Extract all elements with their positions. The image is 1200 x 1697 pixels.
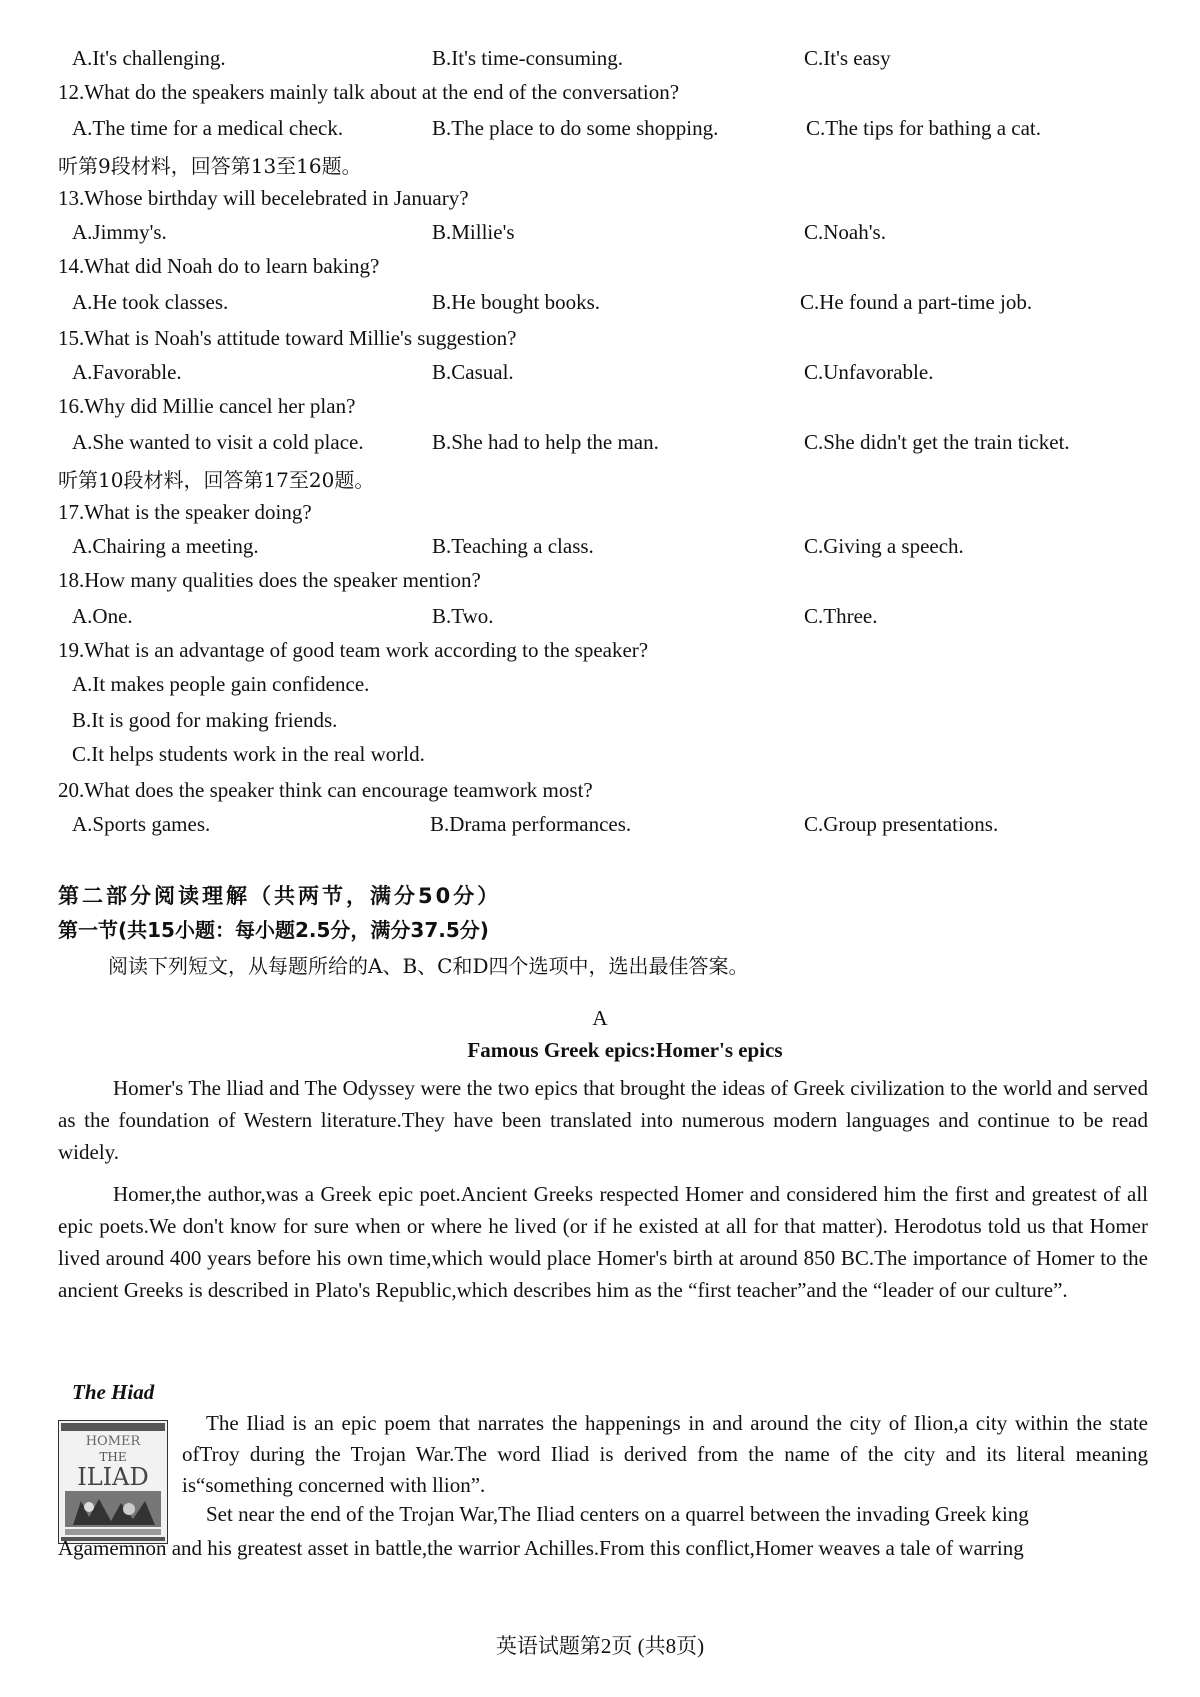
book-cover-graphic: [59, 1421, 167, 1543]
q15-option-a: A.Favorable.: [72, 360, 182, 384]
cover-title-text: ILIAD: [77, 1463, 149, 1491]
q13-option-a: A.Jimmy's.: [72, 220, 167, 244]
q15-question: 15.What is Noah's attitude toward Millie's suggestion?: [58, 326, 517, 350]
passage-letter: A: [592, 1006, 608, 1030]
q16-option-c: C.She didn't get the train ticket.: [804, 430, 1070, 454]
cover-author-text: HOMER: [85, 1434, 141, 1449]
cover-the-text: THE: [99, 1450, 127, 1464]
q15-option-b: B.Casual.: [432, 360, 514, 384]
q14-question: 14.What did Noah do to learn baking?: [58, 254, 380, 278]
q12-option-c: C.The tips for bathing a cat.: [806, 116, 1042, 140]
q14-option-c: C.He found a part-time job.: [800, 290, 1033, 314]
segment10-instruction: 听第10段材料，回答第17至20题。: [58, 468, 375, 492]
iliad-paragraph-2-line-1: Set near the end of the Trojan War,The Iliad centers on a quarrel between the invading Greek king: [206, 1502, 1029, 1526]
iliad-paragraph-2-line-2: Agamemnon and his greatest asset in battle,the warrior Achilles.From this conflict,Homer weaves a tale of warring: [58, 1536, 1024, 1560]
q18-option-c: C.Three.: [804, 604, 878, 628]
q16-option-a: A.She wanted to visit a cold place.: [72, 430, 364, 454]
passage-title: Famous Greek epics:Homer's epics: [467, 1038, 783, 1062]
q14-option-a: A.He took classes.: [72, 290, 229, 314]
q17-option-c: C.Giving a speech.: [804, 534, 964, 558]
page-footer: 英语试题第2页 (共8页): [495, 1634, 705, 1658]
q18-option-a: A.One.: [72, 604, 133, 628]
q14-option-b: B.He bought books.: [432, 290, 600, 314]
part2-heading: 第二部分阅读理解（共两节，满分50分）: [58, 884, 502, 908]
q11-option-a: A.It's challenging.: [72, 46, 226, 70]
q20-option-c: C.Group presentations.: [804, 812, 999, 836]
q16-option-b: B.She had to help the man.: [432, 430, 659, 454]
q13-option-c: C.Noah's.: [804, 220, 886, 244]
q13-question: 13.Whose birthday will becelebrated in January?: [58, 186, 469, 210]
q17-question: 17.What is the speaker doing?: [58, 500, 312, 524]
q12-question: 12.What do the speakers mainly talk about at the end of the conversation?: [58, 80, 680, 104]
segment9-instruction: 听第9段材料，回答第13至16题。: [58, 154, 362, 178]
iliad-book-cover-image: [58, 1420, 168, 1544]
q20-option-b: B.Drama performances.: [430, 812, 632, 836]
passage-paragraph-1: Homer's The lliad and The Odyssey were the two epics that brought the ideas of Greek civilization to the world and served as the foundation of Western literature.They have been translated into numerous modern languages and continue to be read widely.: [58, 1076, 1148, 1164]
q15-option-c: C.Unfavorable.: [804, 360, 934, 384]
q20-question: 20.What does the speaker think can encourage teamwork most?: [58, 778, 593, 802]
iliad-subtitle: The Hiad: [72, 1380, 155, 1404]
section1-heading: 第一节(共15小题：每小题2.5分，满分37.5分): [58, 918, 489, 942]
q12-option-b: B.The place to do some shopping.: [432, 116, 719, 140]
iliad-paragraph-1: The Iliad is an epic poem that narrates the happenings in and around the city of Ilion,a city within the state ofTroy during the Trojan War.The word Iliad is derived from the name of the city and its literal meaning is“something concerned with llion”.: [182, 1411, 1148, 1497]
q17-option-a: A.Chairing a meeting.: [72, 534, 259, 558]
q19-question: 19.What is an advantage of good team work according to the speaker?: [58, 638, 649, 662]
q18-question: 18.How many qualities does the speaker mention?: [58, 568, 481, 592]
q17-option-b: B.Teaching a class.: [432, 534, 594, 558]
q13-option-b: B.Millie's: [432, 220, 515, 244]
q16-question: 16.Why did Millie cancel her plan?: [58, 394, 356, 418]
q11-option-c: C.It's easy: [804, 46, 891, 70]
passage-paragraph-2: Homer,the author,was a Greek epic poet.Ancient Greeks respected Homer and considered him the first and greatest of all epic poets.We don't know for sure when or where he lived (or if he existed at all for that matter). Herodotus told us that Homer lived around 400 years before his own time,which would place Homer's birth at around 850 BC.The importance of Homer to the ancient Greeks is described in Plato's Republic,which describes him as the “first teacher”and the “leader of our culture”.: [58, 1182, 1148, 1302]
q19-option-b: B.It is good for making friends.: [72, 708, 338, 732]
reading-instruction: 阅读下列短文，从每题所给的A、B、C和D四个选项中，选出最佳答案。: [108, 954, 749, 978]
q19-option-a: A.It makes people gain confidence.: [72, 672, 370, 696]
q18-option-b: B.Two.: [432, 604, 494, 628]
q20-option-a: A.Sports games.: [72, 812, 211, 836]
q19-option-c: C.It helps students work in the real world.: [72, 742, 425, 766]
q11-option-b: B.It's time-consuming.: [432, 46, 624, 70]
q12-option-a: A.The time for a medical check.: [72, 116, 344, 140]
